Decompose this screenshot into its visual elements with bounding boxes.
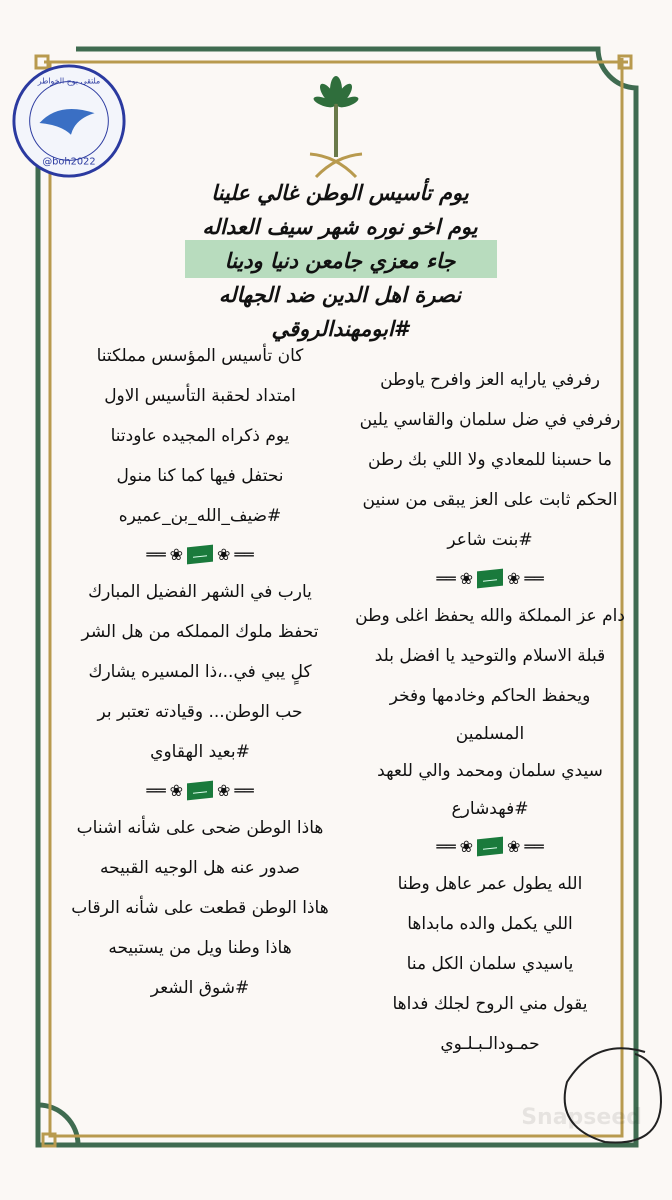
separator-line: ══ [146, 780, 166, 800]
separator-line: ══ [436, 568, 456, 588]
flower-icon: ❀ [459, 836, 473, 856]
poem-line: يقول مني الروح لجلك فداها [392, 994, 588, 1014]
separator [345, 560, 635, 596]
saudi-emblem-icon [306, 72, 366, 187]
poem-line: امتداد لحقبة التأسيس الاول [104, 386, 296, 406]
separator-line: ══ [524, 836, 544, 856]
separator-line: ══ [524, 568, 544, 588]
separator-line: ══ [146, 544, 166, 564]
separator [55, 772, 345, 808]
poem-line: تحفظ ملوك المملكه من هل الشر [81, 622, 319, 642]
poem [55, 808, 345, 1008]
poem [55, 572, 345, 772]
poem-author: #بنت شاعر [447, 530, 533, 550]
poem-line: سيدي سلمان ومحمد والي للعهد [377, 761, 603, 781]
poem [345, 864, 635, 1064]
poem-author: #شوق الشعر [150, 978, 250, 998]
poem-line: هاذا الوطن ضحى على شأنه اشناب [76, 818, 324, 838]
title-line: يوم تأسيس الوطن غالي علينا [211, 181, 469, 205]
poem [345, 596, 635, 828]
scribble-circle-mark [555, 1042, 667, 1150]
poem-author: #بعيد الهقاوي [150, 742, 250, 762]
poem-line: اللي يكمل والده مابداها [407, 914, 573, 934]
separator-line: ══ [234, 780, 254, 800]
title-poem [150, 176, 530, 346]
poem-line: صدور عنه هل الوجيه القبيحه [100, 858, 300, 878]
title-line: نصرة اهل الدين ضد الجهاله [218, 283, 462, 307]
poem-author: #فهدشارع [451, 799, 529, 819]
watermark: Snapseed [521, 1105, 642, 1130]
left-column [55, 336, 345, 1008]
poem-line: حب الوطن... وقيادته تعتبر بر [97, 702, 303, 722]
saudi-flag-icon [477, 836, 503, 856]
poem-line: يارب في الشهر الفضيل المبارك [88, 582, 312, 602]
poem-line: كلٍ يبي في..،ذا المسيره يشارك [88, 662, 312, 682]
poem [345, 360, 635, 560]
title-line: يوم اخو نوره شهر سيف العداله [202, 215, 478, 239]
poem-line: دام عز المملكة والله يحفظ اغلى وطن [355, 606, 625, 626]
right-column [345, 360, 635, 1064]
title-author: #ابومهندالروقي [271, 317, 409, 341]
separator [55, 536, 345, 572]
poem-line: ما حسبنا للمعادي ولا اللي بك رطن [367, 450, 613, 470]
separator-line: ══ [436, 836, 456, 856]
poem-line: الله يطول عمر عاهل وطنا [397, 874, 583, 894]
poem-line: نحتفل فيها كما كنا منول [116, 466, 284, 486]
poem-line: ويحفظ الحاكم وخادمها وفخر [389, 686, 591, 706]
poem-line: هاذا الوطن قطعت على شأنه الرقاب [71, 898, 329, 918]
flower-icon: ❀ [217, 780, 231, 800]
poem-line: ياسيدي سلمان الكل منا [406, 954, 574, 974]
poem-line: رفرفي في ضل سلمان والقاسي يلين [359, 410, 621, 430]
poem-author: #ضيف_الله_بن_عميره [118, 506, 282, 526]
flower-icon: ❀ [217, 544, 231, 564]
flower-icon: ❀ [507, 568, 521, 588]
poem-line: رفرفي يارايه العز وافرح ياوطن [380, 370, 600, 390]
poem-line: هاذا وطنا ويل من يستبيحه [108, 938, 292, 958]
poem-line: المسلمين [455, 724, 525, 744]
saudi-flag-icon [187, 544, 213, 564]
flower-icon: ❀ [459, 568, 473, 588]
forum-stamp-logo [10, 62, 128, 180]
svg-text:@boh2022: @boh2022 [42, 156, 96, 168]
saudi-flag-icon [187, 780, 213, 800]
poem-line: الحكم ثابت على العز يبقى من سنين [362, 490, 618, 510]
poem-line: كان تأسيس المؤسس مملكتنا [96, 346, 304, 366]
poem-line: يوم ذكراه المجيده عاودتنا [110, 426, 290, 446]
poem-author: حمـودالـبـلـوي [440, 1034, 540, 1054]
poem-line: قبلة الاسلام والتوحيد يا افضل بلد [374, 646, 606, 666]
flower-icon: ❀ [169, 544, 183, 564]
saudi-flag-icon [477, 568, 503, 588]
separator [345, 828, 635, 864]
flower-icon: ❀ [507, 836, 521, 856]
separator-line: ══ [234, 544, 254, 564]
svg-text:ملتقى بوح الخواطر: ملتقى بوح الخواطر [37, 76, 101, 86]
poem [55, 336, 345, 536]
flower-icon: ❀ [169, 780, 183, 800]
title-line: جاء معزي جامعن دنيا ودينا [224, 249, 456, 273]
